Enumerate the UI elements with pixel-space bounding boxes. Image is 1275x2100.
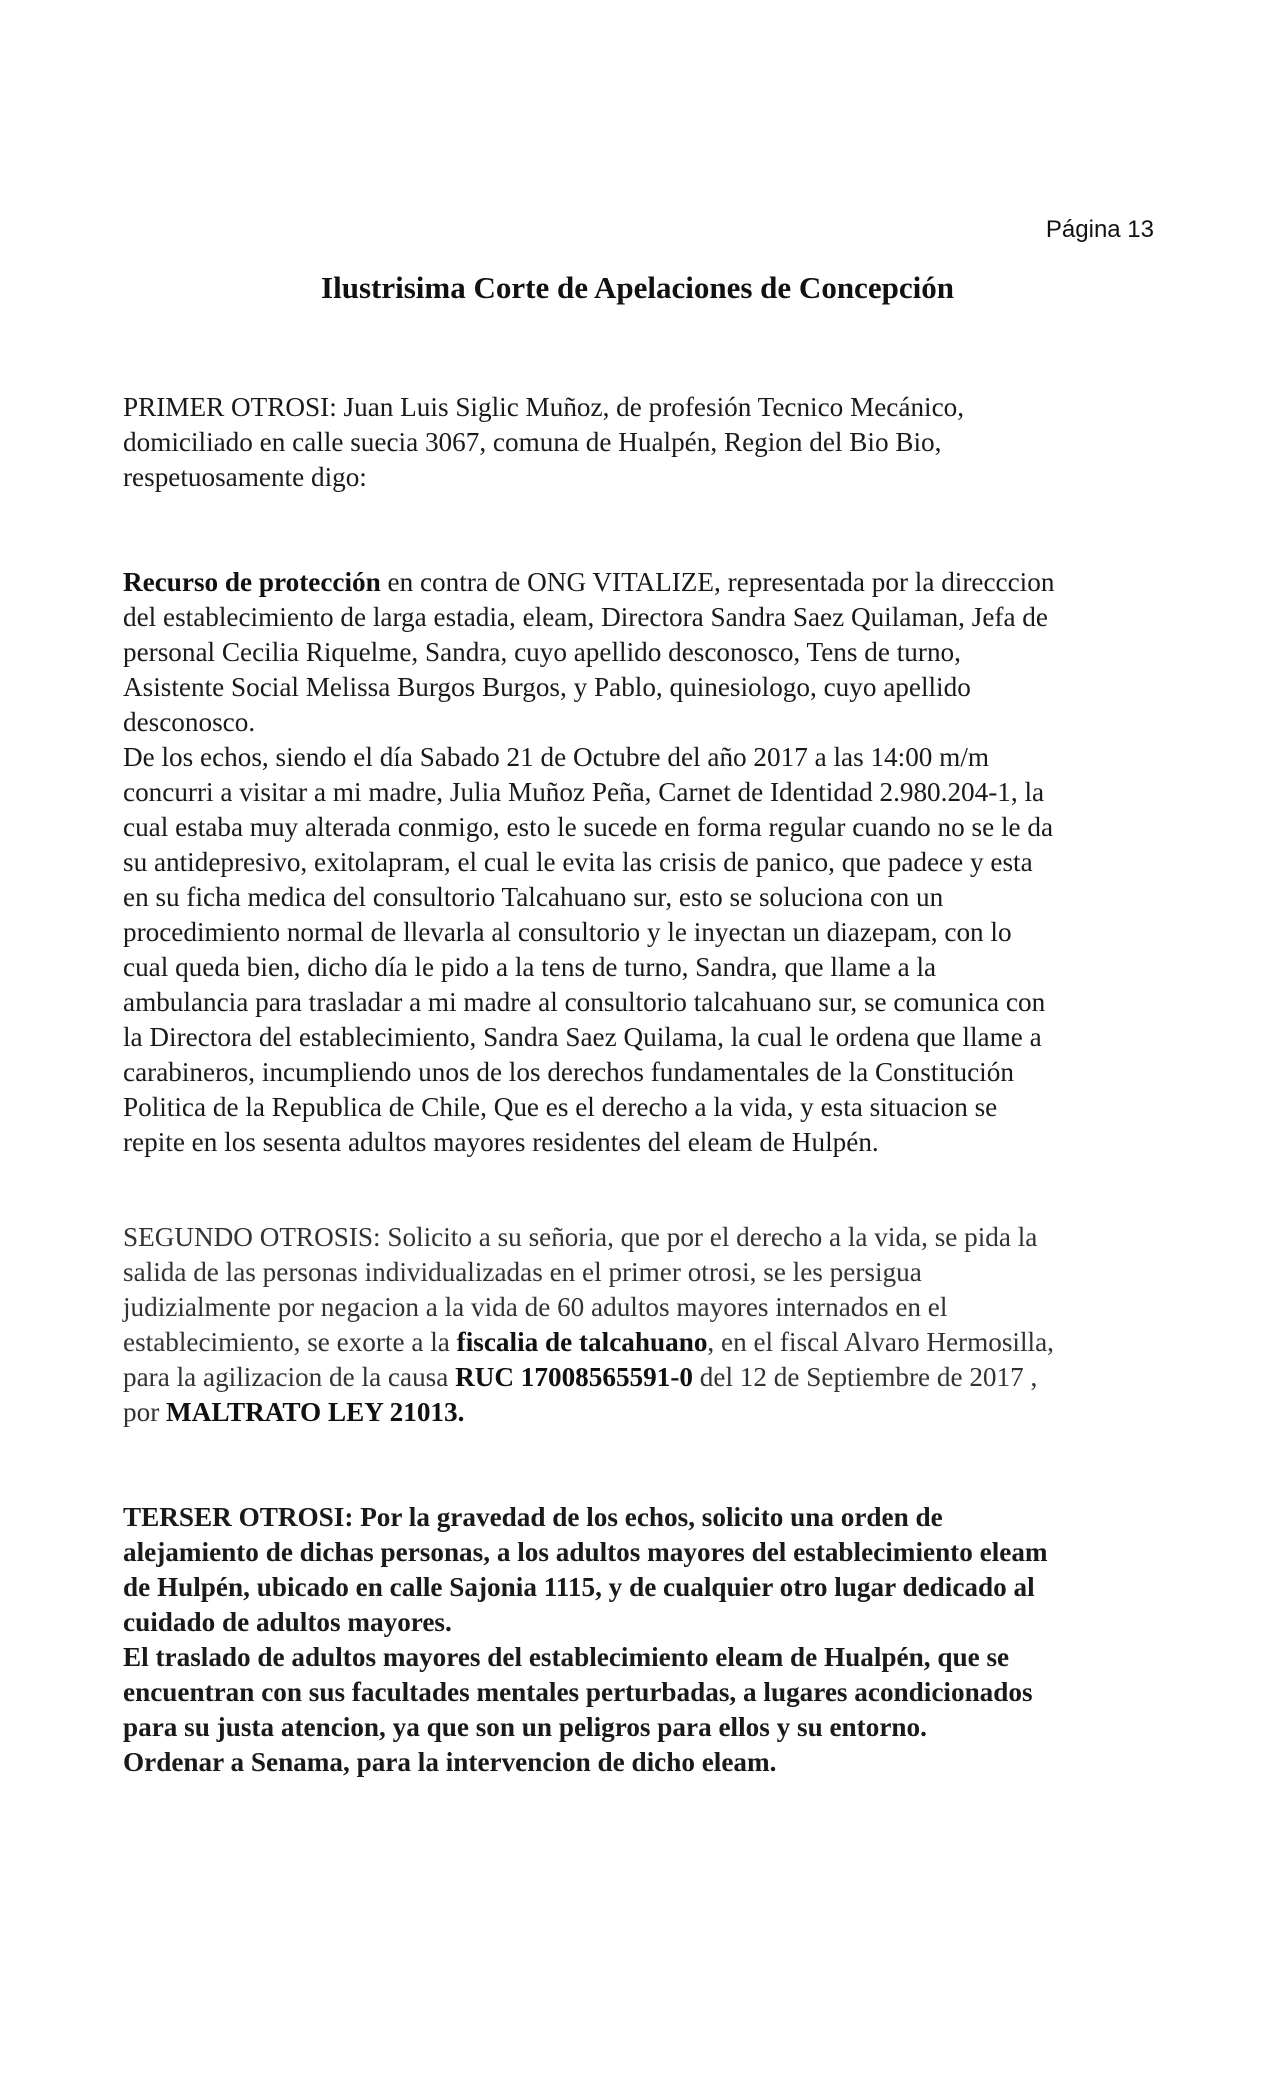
- segundo-otrosis-paragraph: [123, 1220, 1163, 1430]
- text-line: El traslado de adultos mayores del establecimiento eleam de Hualpén, que se: [123, 1642, 1010, 1672]
- text-line: Ordenar a Senama, para la intervencion de dicho eleam.: [123, 1747, 777, 1777]
- text-line: TERSER OTROSI: Por la gravedad de los echos, solicito una orden de: [123, 1502, 943, 1532]
- text-span: por: [123, 1397, 167, 1427]
- text-line: en su ficha medica del consultorio Talcahuano sur, esto se soluciona con un: [123, 882, 944, 912]
- text-span: en contra de ONG VITALIZE, representada por la direcccion: [380, 567, 1055, 597]
- text-line: judizialmente por negacion a la vida de 60 adultos mayores internados en el: [123, 1292, 948, 1322]
- text-line: cual queda bien, dicho día le pido a la tens de turno, Sandra, que llame a la: [123, 952, 937, 982]
- text-line: cuidado de adultos mayores.: [123, 1607, 452, 1637]
- text-span: establecimiento, se exorte a la: [123, 1327, 457, 1357]
- terser-otrosi-paragraph: [123, 1500, 1163, 1780]
- text-line: para su justa atencion, ya que son un peligros para ellos y su entorno.: [123, 1712, 927, 1742]
- text-line: de Hulpén, ubicado en calle Sajonia 1115, y de cualquier otro lugar dedicado al: [123, 1572, 1035, 1602]
- recurso-heading: Recurso de protección: [123, 567, 381, 597]
- text-line: [123, 565, 1163, 600]
- law-reference: MALTRATO LEY 21013.: [166, 1397, 465, 1427]
- page-number: Página 13: [1045, 216, 1154, 243]
- text-line: la Directora del establecimiento, Sandra Saez Quilama, la cual le ordena que llame a: [123, 1022, 1042, 1052]
- text-line: salida de las personas individualizadas en el primer otrosi, se les persigua: [123, 1257, 922, 1287]
- text-line: domiciliado en calle suecia 3067, comuna de Hualpén, Region del Bio Bio,: [123, 427, 942, 457]
- text-line: alejamiento de dichas personas, a los adultos mayores del establecimiento eleam: [123, 1537, 1048, 1567]
- text-line: [123, 1325, 1163, 1360]
- text-line: del establecimiento de larga estadia, eleam, Directora Sandra Saez Quilaman, Jefa de: [123, 602, 1048, 632]
- text-line: SEGUNDO OTROSIS: Solicito a su señoria, que por el derecho a la vida, se pida la: [123, 1222, 1038, 1252]
- text-line: De los echos, siendo el día Sabado 21 de Octubre del año 2017 a las 14:00 m/m: [123, 742, 990, 772]
- text-line: PRIMER OTROSI: Juan Luis Siglic Muñoz, de profesión Tecnico Mecánico,: [123, 392, 965, 422]
- text-line: [123, 1395, 1163, 1430]
- primer-otrosi-paragraph: [123, 390, 1163, 495]
- text-line: repite en los sesenta adultos mayores residentes del eleam de Hulpén.: [123, 1127, 879, 1157]
- text-line: desconosco.: [123, 707, 256, 737]
- ruc-number: RUC 17008565591-0: [455, 1362, 693, 1392]
- fiscalia-name: fiscalia de talcahuano: [456, 1327, 708, 1357]
- text-line: ambulancia para trasladar a mi madre al consultorio talcahuano sur, se comunica con: [123, 987, 1046, 1017]
- text-line: respetuosamente digo:: [123, 462, 367, 492]
- text-line: encuentran con sus facultades mentales perturbadas, a lugares acondicionados: [123, 1677, 1033, 1707]
- text-span: para la agilizacion de la causa: [123, 1362, 456, 1392]
- text-line: procedimiento normal de llevarla al consultorio y le inyectan un diazepam, con lo: [123, 917, 1012, 947]
- text-line: Asistente Social Melissa Burgos Burgos, y Pablo, quinesiologo, cuyo apellido: [123, 672, 971, 702]
- text-line: carabineros, incumpliendo unos de los derechos fundamentales de la Constitución: [123, 1057, 1014, 1087]
- text-line: Politica de la Republica de Chile, Que es el derecho a la vida, y esta situacion se: [123, 1092, 998, 1122]
- text-span: del 12 de Septiembre de 2017 ,: [693, 1362, 1038, 1392]
- text-line: cual estaba muy alterada conmigo, esto le sucede en forma regular cuando no se le da: [123, 812, 1054, 842]
- text-line: su antidepresivo, exitolapram, el cual le evita las crisis de panico, que padece y esta: [123, 847, 1033, 877]
- document-title: Ilustrisima Corte de Apelaciones de Concepción: [321, 270, 954, 305]
- text-span: , en el fiscal Alvaro Hermosilla,: [707, 1327, 1054, 1357]
- text-line: personal Cecilia Riquelme, Sandra, cuyo apellido desconosco, Tens de turno,: [123, 637, 961, 667]
- recurso-paragraph: [123, 565, 1163, 1160]
- text-line: [123, 1360, 1163, 1395]
- text-line: concurri a visitar a mi madre, Julia Muñoz Peña, Carnet de Identidad 2.980.204-1, la: [123, 777, 1045, 807]
